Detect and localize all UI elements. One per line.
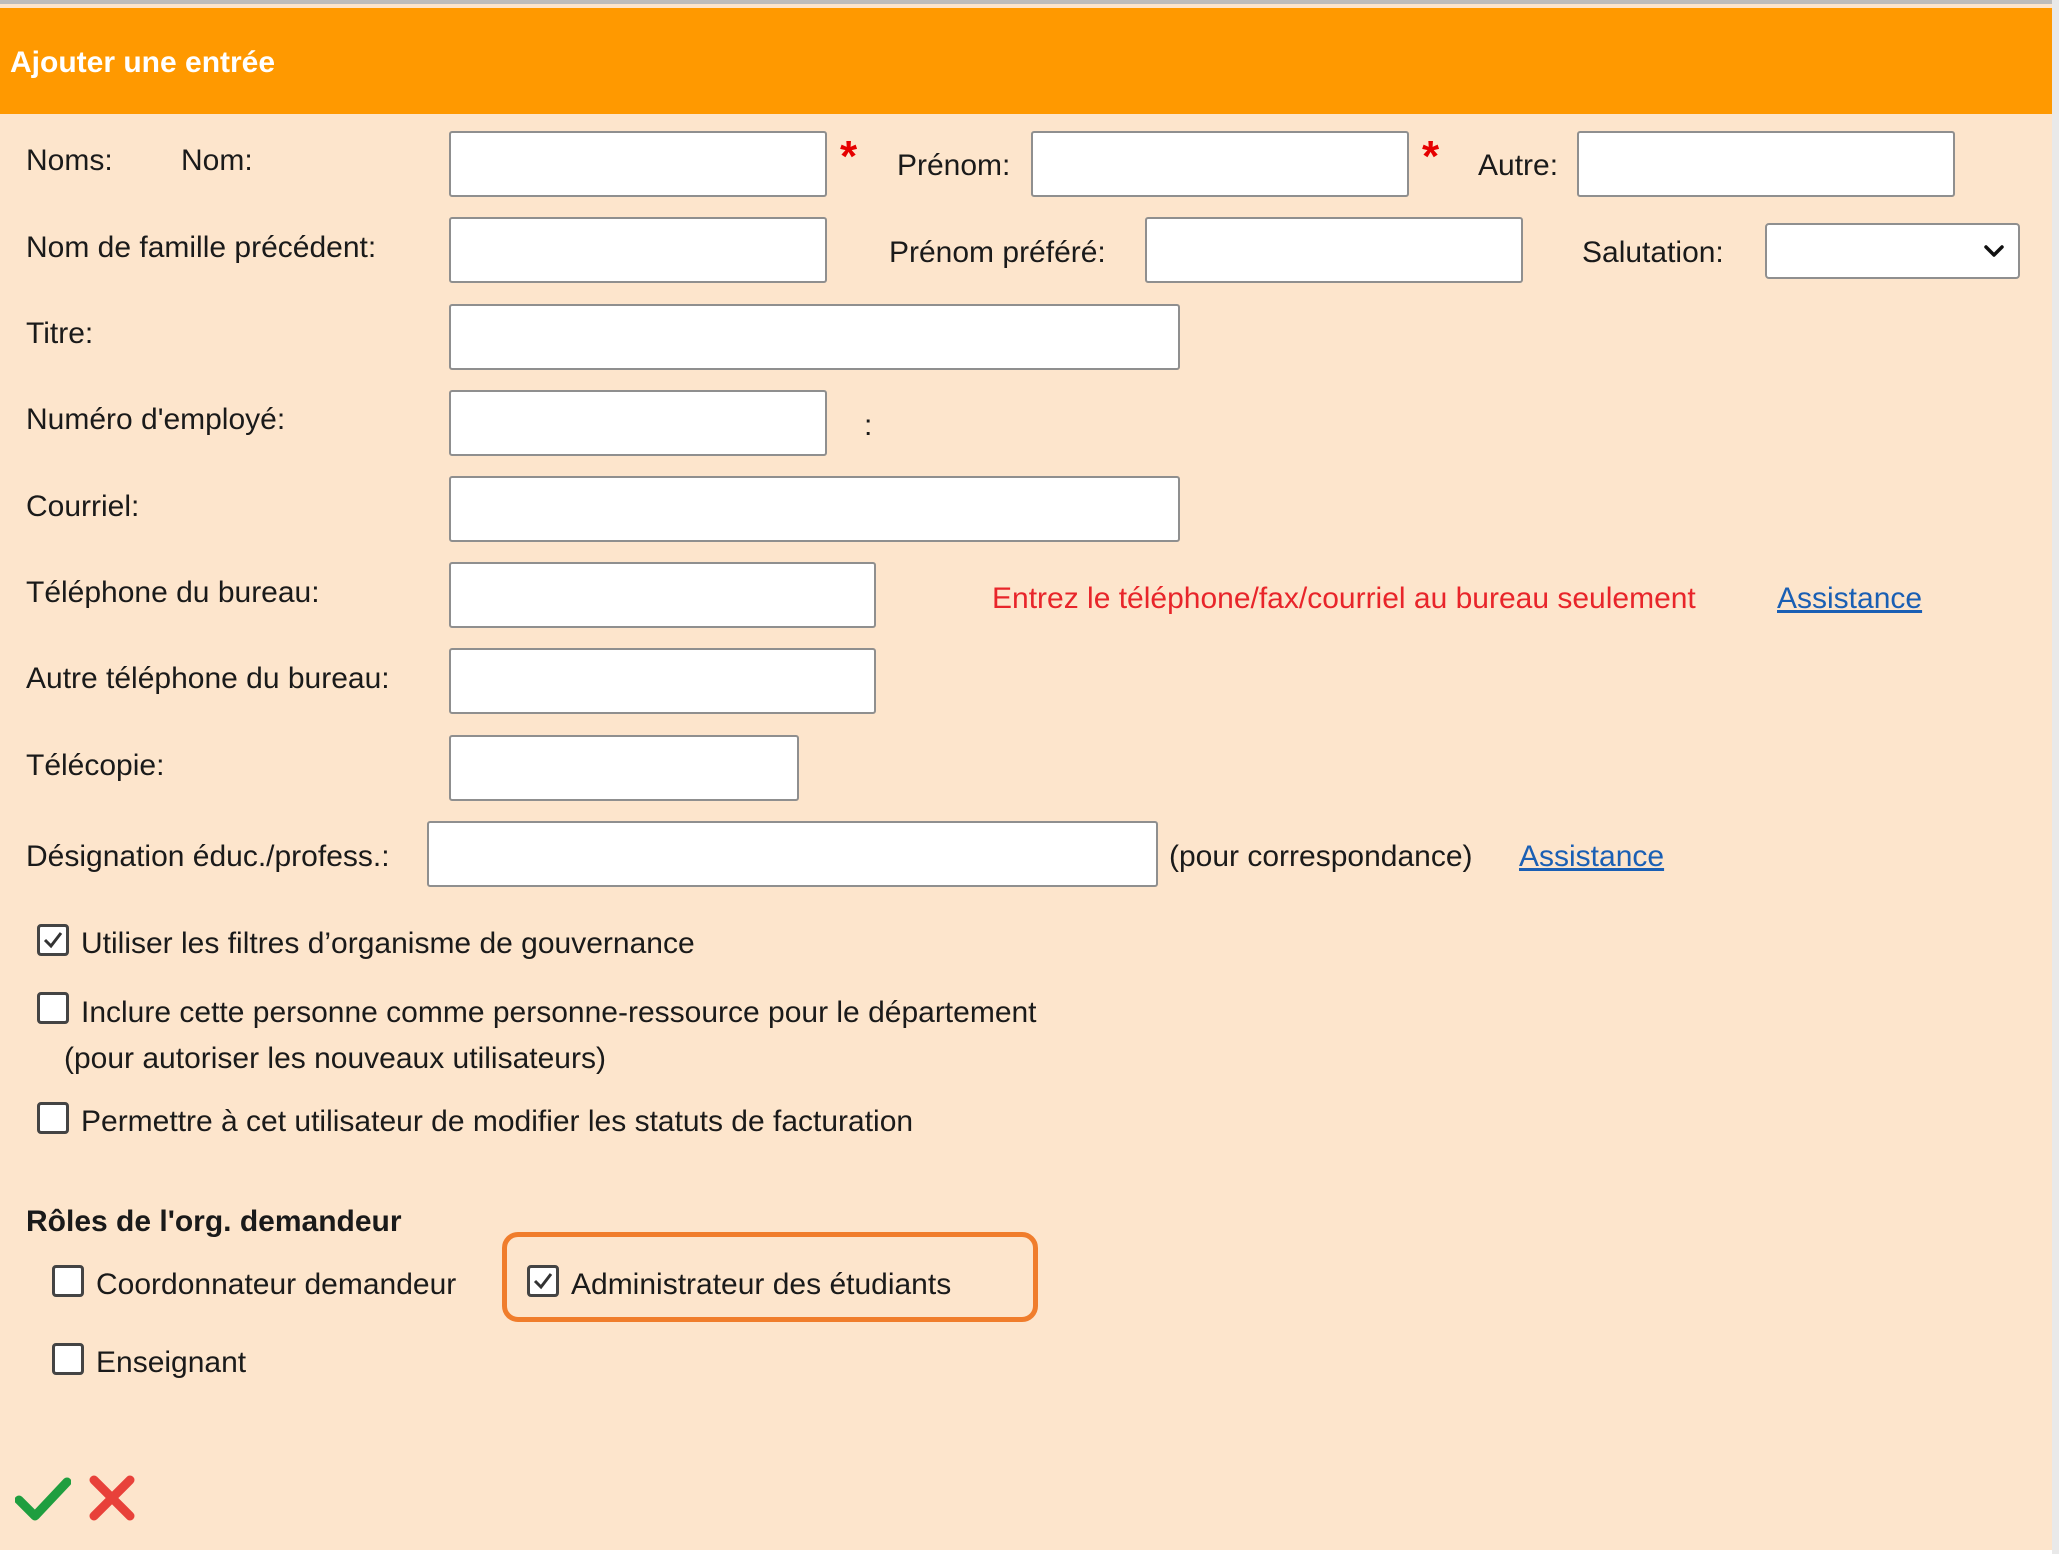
fax-input[interactable] [449, 735, 799, 801]
office-phone-input[interactable] [449, 562, 876, 628]
checkmark-icon [532, 1270, 554, 1292]
designation-label: Désignation éduc./profess.: [26, 840, 390, 873]
last-name-required-mark: * [840, 132, 858, 181]
employee-number-input[interactable] [449, 390, 827, 456]
dialog-titlebar [0, 8, 2052, 114]
other-name-input[interactable] [1577, 131, 1955, 197]
department-contact-checkbox[interactable] [37, 992, 69, 1024]
office-phone-assistance-link[interactable]: Assistance [1777, 582, 1923, 615]
governance-filters-checkbox[interactable] [37, 924, 69, 956]
billing-status-checkbox[interactable] [37, 1102, 69, 1134]
salutation-label: Salutation: [1582, 236, 1724, 269]
cancel-button[interactable] [84, 1470, 140, 1526]
salutation-select[interactable] [1765, 223, 2020, 279]
department-contact-label: Inclure cette personne comme personne-ressource pour le département [81, 996, 1037, 1029]
chevron-down-icon [1982, 239, 2006, 263]
department-contact-sublabel: (pour autoriser les nouveaux utilisateurs) [64, 1042, 606, 1075]
preferred-first-name-input[interactable] [1145, 217, 1523, 283]
requester-coordinator-label: Coordonnateur demandeur [96, 1268, 457, 1301]
billing-status-label: Permettre à cet utilisateur de modifier les statuts de facturation [81, 1105, 914, 1138]
teacher-label: Enseignant [96, 1346, 247, 1379]
checkmark-icon [15, 1470, 71, 1526]
email-input[interactable] [449, 476, 1180, 542]
close-icon [84, 1470, 140, 1526]
previous-surname-input[interactable] [449, 217, 827, 283]
office-contact-note: Entrez le téléphone/fax/courriel au bureau seulement [992, 582, 1696, 615]
other-office-phone-label: Autre téléphone du bureau: [26, 662, 390, 695]
office-phone-label: Téléphone du bureau: [26, 576, 320, 609]
confirm-button[interactable] [15, 1470, 71, 1526]
title-input[interactable] [449, 304, 1180, 370]
names-section-label: Noms: [26, 144, 113, 177]
first-name-input[interactable] [1031, 131, 1409, 197]
previous-surname-label: Nom de famille précédent: [26, 231, 377, 264]
designation-assistance-link[interactable]: Assistance [1519, 840, 1665, 873]
designation-note: (pour correspondance) [1169, 840, 1473, 873]
email-label: Courriel: [26, 490, 140, 523]
fax-label: Télécopie: [26, 749, 165, 782]
title-label: Titre: [26, 317, 94, 350]
requester-coordinator-checkbox[interactable] [52, 1265, 84, 1297]
window-edge [2052, 0, 2059, 1554]
other-name-label: Autre: [1478, 149, 1559, 182]
first-name-label: Prénom: [897, 149, 1011, 182]
student-administrator-checkbox[interactable] [527, 1265, 559, 1297]
checkmark-icon [42, 929, 64, 951]
employee-number-label: Numéro d'employé: [26, 403, 286, 436]
dialog-title: Ajouter une entrée [10, 46, 276, 79]
governance-filters-label: Utiliser les filtres d’organisme de gouvernance [81, 927, 695, 960]
student-administrator-label: Administrateur des étudiants [571, 1268, 952, 1301]
first-name-required-mark: * [1422, 132, 1440, 181]
last-name-input[interactable] [449, 131, 827, 197]
designation-input[interactable] [427, 821, 1158, 887]
preferred-first-name-label: Prénom préféré: [889, 236, 1106, 269]
last-name-label: Nom: [181, 144, 253, 177]
other-office-phone-input[interactable] [449, 648, 876, 714]
roles-heading: Rôles de l'org. demandeur [26, 1205, 402, 1238]
employee-number-suffix: : [864, 409, 873, 442]
teacher-checkbox[interactable] [52, 1343, 84, 1375]
